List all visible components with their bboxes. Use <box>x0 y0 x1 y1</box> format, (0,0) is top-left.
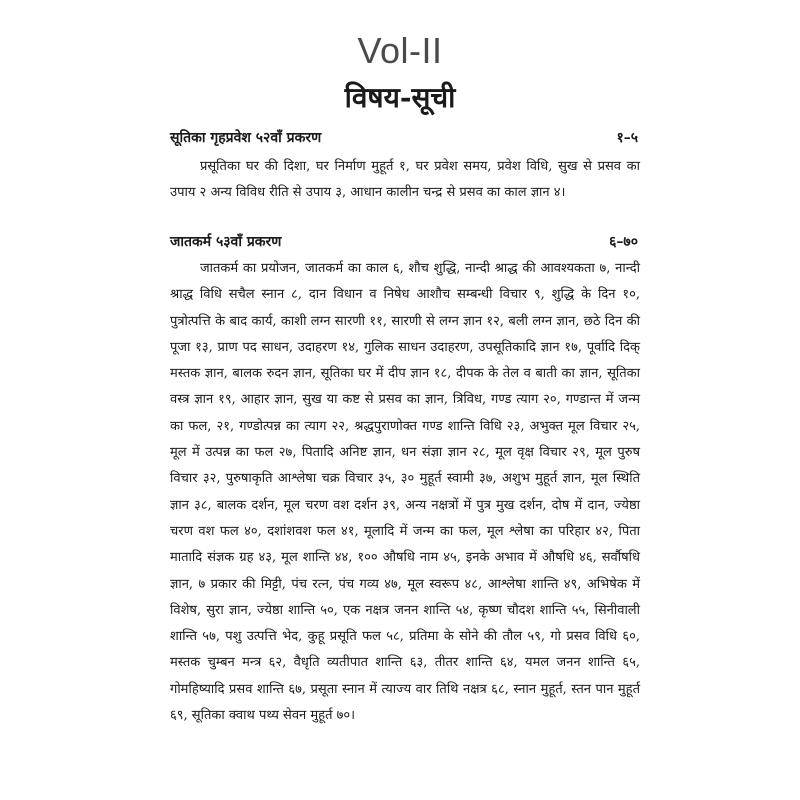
volume-label: Vol-II <box>357 30 443 71</box>
section-pages: ६–७० <box>609 234 638 250</box>
section-sutika-grihapravesh <box>170 128 640 207</box>
section-jatakarma <box>170 232 640 729</box>
section-pages: १–५ <box>616 130 638 146</box>
section-title: जातकर्म ५३वाँ प्रकरण <box>170 234 282 250</box>
section-contents: प्रसूतिका घर की दिशा, घर निर्माण मुहूर्त १, घर प्रवेश समय, प्रवेश विधि, सुख से प्रसव का उपाय २ अन्य विविध रीति से उपाय ३, आधान कालीन चन्द्र से प्रसव का काल ज्ञान ४। <box>170 159 640 201</box>
section-title: सूतिका गृहप्रवेश ५२वाँ प्रकरण <box>170 130 322 146</box>
section-header <box>170 232 640 252</box>
section-contents: जातकर्म का प्रयोजन, जातकर्म का काल ६, शौच शुद्धि, नान्दी श्राद्ध की आवश्यकता ७, नान्दी श्राद्ध विधि सचैल स्नान ८, दान विधान व निषेध आशौच सम्बन्धी विचार ९, शुद्धि के दिन १०, पुत्रोत्पत्ति के बाद कार्य, काशी लग्न सारणी ११, सारणी से लग्न ज्ञान १२, बली लग्न ज्ञान, छठे दिन की पूजा १३, प्राण पद साधन, उदाहरण १४, गुलिक साधन उदाहरण, उपसूतिकादि ज्ञान १७, पूर्वादि दिक् मस्तक ज्ञान, बालक रुदन ज्ञान, सूतिका घर में दीप ज्ञान १८, दीपक के तेल व बाती का ज्ञान, सूतिका वस्त्र ज्ञान १९, आहार ज्ञान, सुख या कष्ट से प्रसव का ज्ञान, त्रिविध, गण्ड त्याग २०, गण्डान्त में जन्म का फल, २१, गण्डोत्पन्न का त्याग २२, श्रद्धपुराणोक्त गण्ड शान्ति विधि २३, अभुक्त मूल विचार २५, मूल में उत्पन्न का फल २७, पितादि अनिष्ट ज्ञान, धन संज्ञा ज्ञान २८, मूल वृक्ष विचार २९, मूल पुरुष विचार ३२, पुरुषाकृति आश्लेषा चक्र विचार ३५, ३० मुहूर्त स्वामी ३७, अशुभ मुहूर्त ज्ञान, मूल स्थिति ज्ञान ३८, बालक दर्शन, मूल चरण वश दर्शन ३९, अन्य नक्षत्रों में पुत्र मुख दर्शन, दोष में दान, ज्येष्ठा चरण वश फल ४०, दशांशवश फल ४१, मूलादि में जन्म का फल, मूल श्लेषा का परिहार ४२, पिता मातादि संज्ञक ग्रह ४३, मूल शान्ति ४४, १०० औषधि नाम ४५, इनके अभाव में औषधि ४६, सर्वौषधि ज्ञान, ७ प्रकार की मिट्टी, पंच रत्न, पंच गव्य ४७, मूल स्वरूप ४८, आश्लेषा शान्ति ४९, अभिषेक में विशेष, सुरा ज्ञान, ज्येष्ठा शान्ति ५०, एक नक्षत्र जनन शान्ति ५४, कृष्ण चौदश शान्ति ५५, सिनीवाली शान्ति ५७, पशु उत्पत्ति भेद, कुहू प्रसूति फल ५८, प्रतिमा के सोने की तौल ५९, गो प्रसव विधि ६०, मस्तक चुम्बन मन्त्र ६२, वैधृति व्यतीपात शान्ति ६३, तीतर शान्ति ६४, यमल जनन शान्ति ६५, गोमहिष्यादि प्रसव शान्ति ६७, प्रसूता स्नान में त्याज्य वार तिथि नक्षत्र ६८, स्नान मुहूर्त, स्तन पान मुहूर्त ६९, सूतिका क्वाथ पथ्य सेवन मुहूर्त ७०। <box>170 261 640 724</box>
page-title: विषय-सूची <box>344 81 456 114</box>
section-header <box>170 128 640 148</box>
